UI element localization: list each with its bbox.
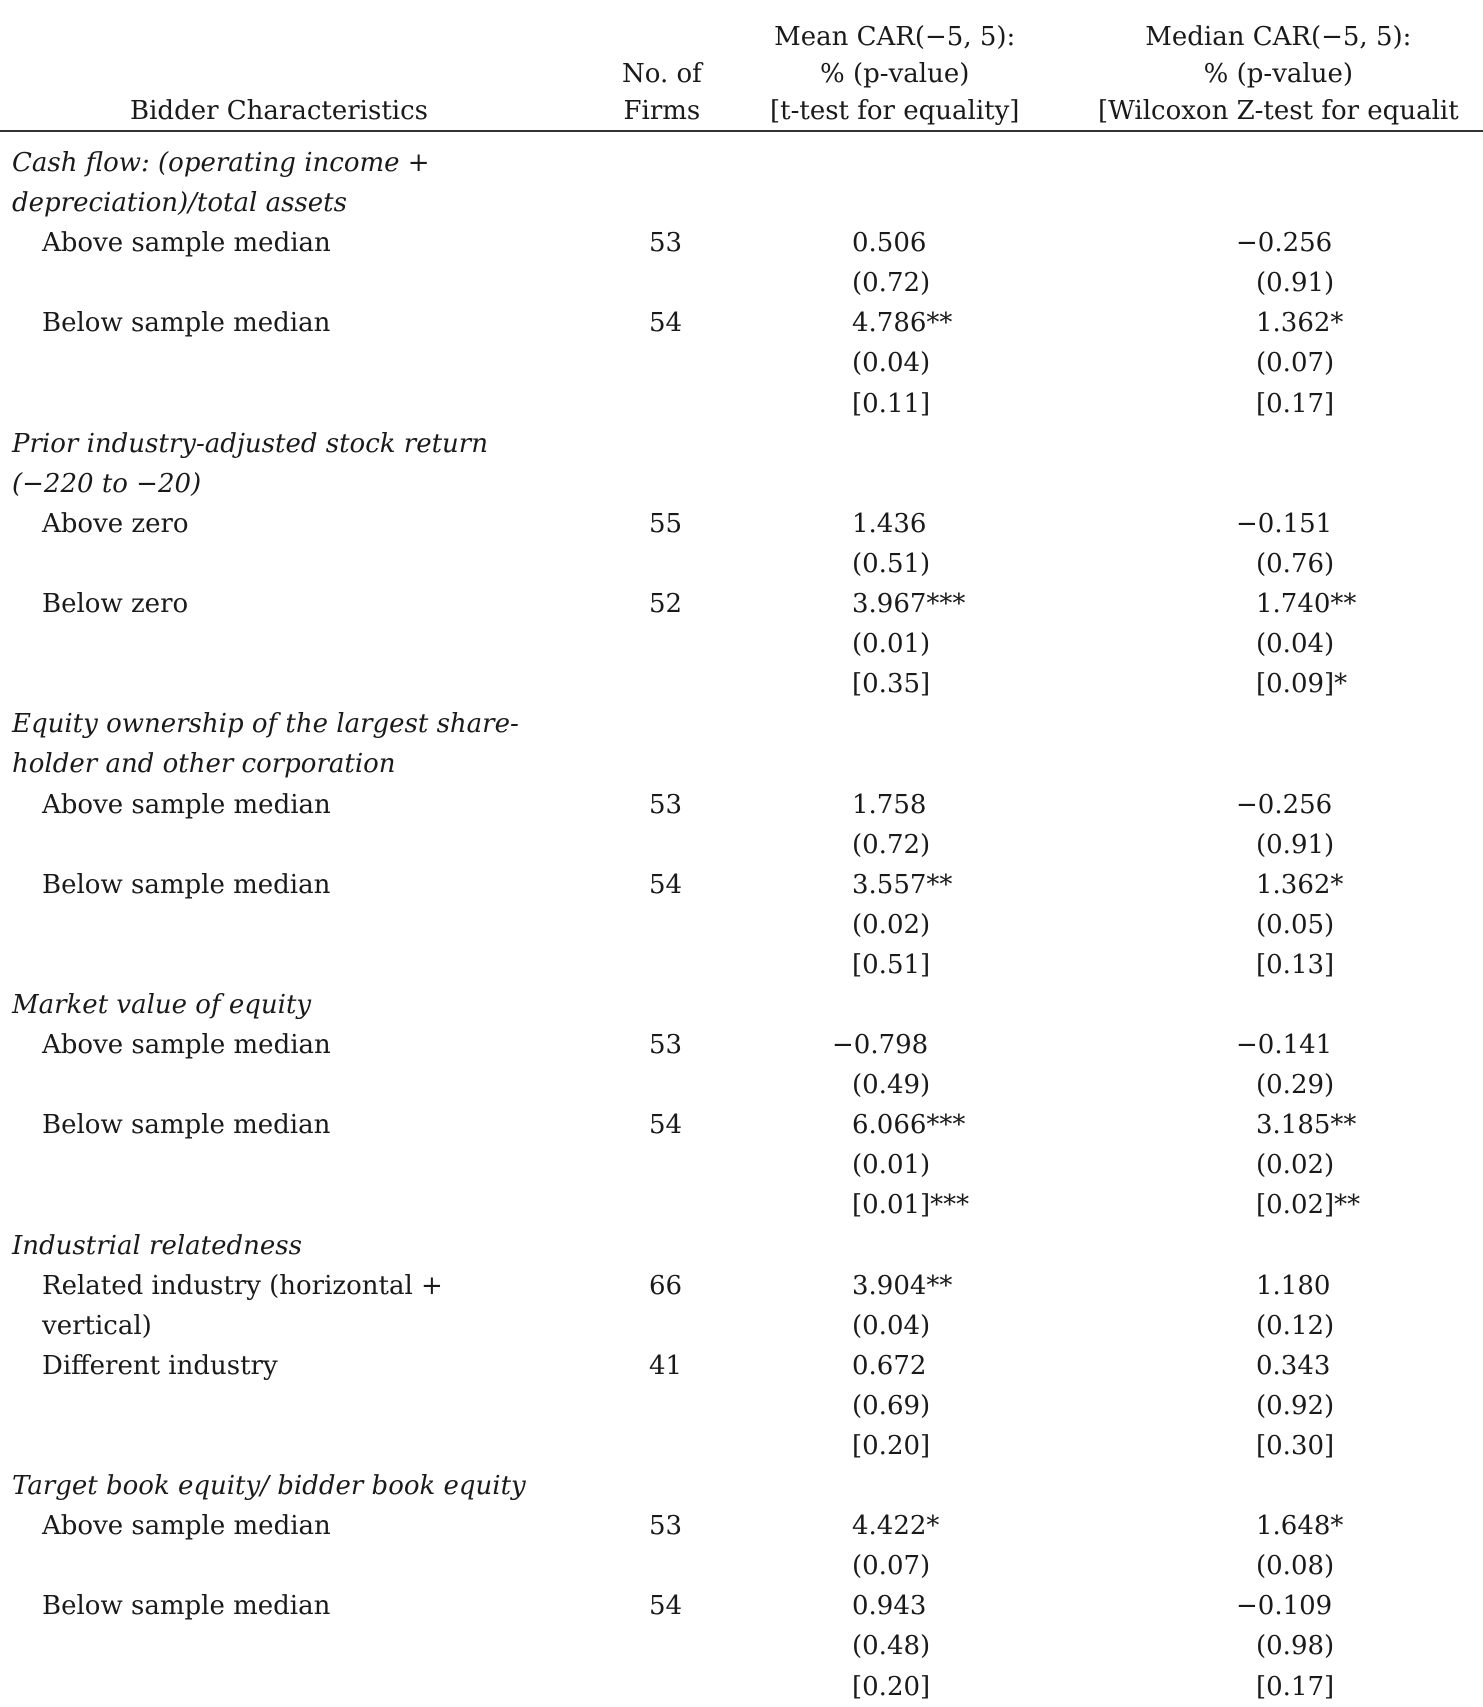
median-z-test: [0.13] [1256,949,1335,980]
table-row [0,584,1483,624]
table-row-continuation [0,1306,1483,1346]
mean-car-value: 3.904** [852,1270,953,1301]
group-title-row [0,744,1483,784]
table-row [0,223,1483,263]
table-row-continuation [0,905,1483,945]
group-title: (−220 to −20) [12,468,202,499]
table-row-continuation [0,1426,1483,1466]
median-car-value: −0.256 [1236,789,1333,820]
mean-p-value: (0.69) [852,1390,931,1421]
firms-value: 52 [649,589,683,620]
median-p-value: (0.04) [1256,629,1335,660]
row-label: Below sample median [42,308,331,339]
median-car-value: −0.109 [1236,1591,1333,1622]
median-z-test: [0.02]** [1256,1190,1361,1221]
median-car-value: 3.185** [1256,1110,1357,1141]
group-title: Cash flow: (operating income + [12,148,430,178]
mean-t-test: [0.11] [852,388,931,419]
firms-value: 66 [649,1270,683,1301]
mean-car-value: 0.943 [852,1591,927,1622]
row-label: Above sample median [42,789,331,820]
firms-value: 54 [649,1591,683,1622]
table-row [0,1105,1483,1145]
median-z-test: [0.17] [1256,388,1335,419]
table-row [0,1506,1483,1546]
median-p-value: (0.05) [1256,909,1335,940]
row-label: Related industry (horizontal + [42,1270,443,1301]
table-row-continuation [0,1667,1483,1707]
row-label: Below sample median [42,1591,331,1622]
median-p-value: (0.29) [1256,1070,1335,1101]
group-title-row [0,704,1483,744]
mean-p-value: (0.01) [852,1150,931,1181]
group-title: depreciation)/total assets [12,188,347,219]
median-p-value: (0.76) [1256,548,1335,579]
table-row [0,785,1483,825]
group-title-row [0,1226,1483,1266]
group-title: Market value of equity [12,989,312,1020]
table-row-continuation [0,1145,1483,1185]
row-label: Above sample median [42,1511,331,1542]
table-row [0,1586,1483,1626]
table-row [0,504,1483,544]
row-label: Different industry [42,1350,278,1381]
mean-t-test: [0.20] [852,1671,931,1702]
mean-car-value: −0.798 [832,1030,929,1061]
table-header [0,0,1483,130]
group-title: Prior industry-adjusted stock return [12,428,488,459]
row-label: Above zero [42,508,189,539]
group-title: Equity ownership of the largest share- [12,709,519,740]
firms-value: 54 [649,308,683,339]
firms-value: 53 [649,228,683,259]
median-p-value: (0.92) [1256,1390,1335,1421]
mean-p-value: (0.49) [852,1070,931,1101]
table-row-continuation [0,664,1483,704]
table-row-continuation [0,343,1483,383]
mean-t-test: [0.01]*** [852,1190,970,1221]
mean-p-value: (0.51) [852,548,931,579]
median-car-value: 1.648* [1256,1511,1344,1542]
table-row-continuation [0,945,1483,985]
median-p-value: (0.07) [1256,348,1335,379]
mean-p-value: (0.02) [852,909,931,940]
mean-car-value: 6.066*** [852,1110,966,1141]
mean-t-test: [0.51] [852,949,931,980]
mean-p-value: (0.07) [852,1551,931,1582]
table-row-continuation [0,1065,1483,1105]
table-row-continuation [0,1185,1483,1225]
group-title-row [0,183,1483,223]
group-title-row [0,464,1483,504]
mean-car-value: 3.557** [852,869,953,900]
mean-t-test: [0.35] [852,669,931,700]
table-row [0,1346,1483,1386]
median-car-value: 1.180 [1256,1270,1331,1301]
median-car-value: 1.362* [1256,869,1344,900]
table-row-continuation [0,384,1483,424]
table-row-continuation [0,263,1483,303]
mean-p-value: (0.72) [852,829,931,860]
table-row [0,865,1483,905]
firms-value: 54 [649,1110,683,1141]
median-p-value: (0.08) [1256,1551,1335,1582]
mean-car-value: 4.786** [852,308,953,339]
table-row-continuation [0,544,1483,584]
table-row-continuation [0,1626,1483,1666]
mean-car-value: 1.436 [852,508,927,539]
median-car-value: −0.256 [1236,228,1333,259]
group-title-row [0,985,1483,1025]
median-p-value: (0.98) [1256,1631,1335,1662]
group-title-row [0,1466,1483,1506]
median-p-value: (0.12) [1256,1310,1335,1341]
mean-p-value: (0.72) [852,268,931,299]
row-label: Below zero [42,589,189,620]
column-header-median-car: Median CAR(−5, 5): % (p-value) [Wilcoxon Z-test for equalit [1098,22,1459,126]
row-label: Below sample median [42,1110,331,1141]
row-label: Above sample median [42,228,331,259]
median-car-value: 1.362* [1256,308,1344,339]
group-title: Industrial relatedness [12,1230,302,1261]
table-row-continuation [0,624,1483,664]
median-car-value: 1.740** [1256,589,1357,620]
firms-value: 55 [649,508,683,539]
table-body [0,143,1483,1707]
mean-car-value: 4.422* [852,1511,940,1542]
mean-p-value: (0.48) [852,1631,931,1662]
firms-value: 53 [649,1030,683,1061]
mean-car-value: 1.758 [852,789,927,820]
mean-t-test: [0.20] [852,1431,931,1461]
group-title-row [0,143,1483,183]
median-p-value: (0.91) [1256,829,1335,860]
header-rule [0,130,1483,132]
mean-car-value: 0.506 [852,228,927,259]
median-z-test: [0.09]* [1256,669,1348,700]
column-header-mean-car: Mean CAR(−5, 5): % (p-value) [t-test for equality] [770,22,1020,126]
column-header-firms: No. of Firms [622,59,702,126]
table-row [0,1025,1483,1065]
table-row-continuation [0,825,1483,865]
group-title: Target book equity/ bidder book equity [12,1471,526,1502]
median-car-value: 0.343 [1256,1350,1331,1381]
row-label: Above sample median [42,1030,331,1061]
mean-p-value: (0.04) [852,1310,931,1341]
table-row-continuation [0,1386,1483,1426]
table-row-continuation [0,1546,1483,1586]
firms-value: 41 [649,1350,683,1381]
mean-car-value: 3.967*** [852,589,966,620]
mean-p-value: (0.04) [852,348,931,379]
table-row [0,1266,1483,1306]
firms-value: 53 [649,1511,683,1542]
median-p-value: (0.02) [1256,1150,1335,1181]
firms-value: 53 [649,789,683,820]
column-header-characteristics: Bidder Characteristics [130,96,429,126]
median-z-test: [0.30] [1256,1431,1335,1461]
firms-value: 54 [649,869,683,900]
group-title: holder and other corporation [12,749,396,780]
median-car-value: −0.141 [1236,1030,1333,1061]
median-p-value: (0.91) [1256,268,1335,299]
median-z-test: [0.17] [1256,1671,1335,1702]
group-title-row [0,424,1483,464]
mean-car-value: 0.672 [852,1350,927,1381]
row-label: Below sample median [42,869,331,900]
row-label: vertical) [42,1310,152,1341]
mean-p-value: (0.01) [852,629,931,660]
median-car-value: −0.151 [1236,508,1333,539]
table-row [0,303,1483,343]
